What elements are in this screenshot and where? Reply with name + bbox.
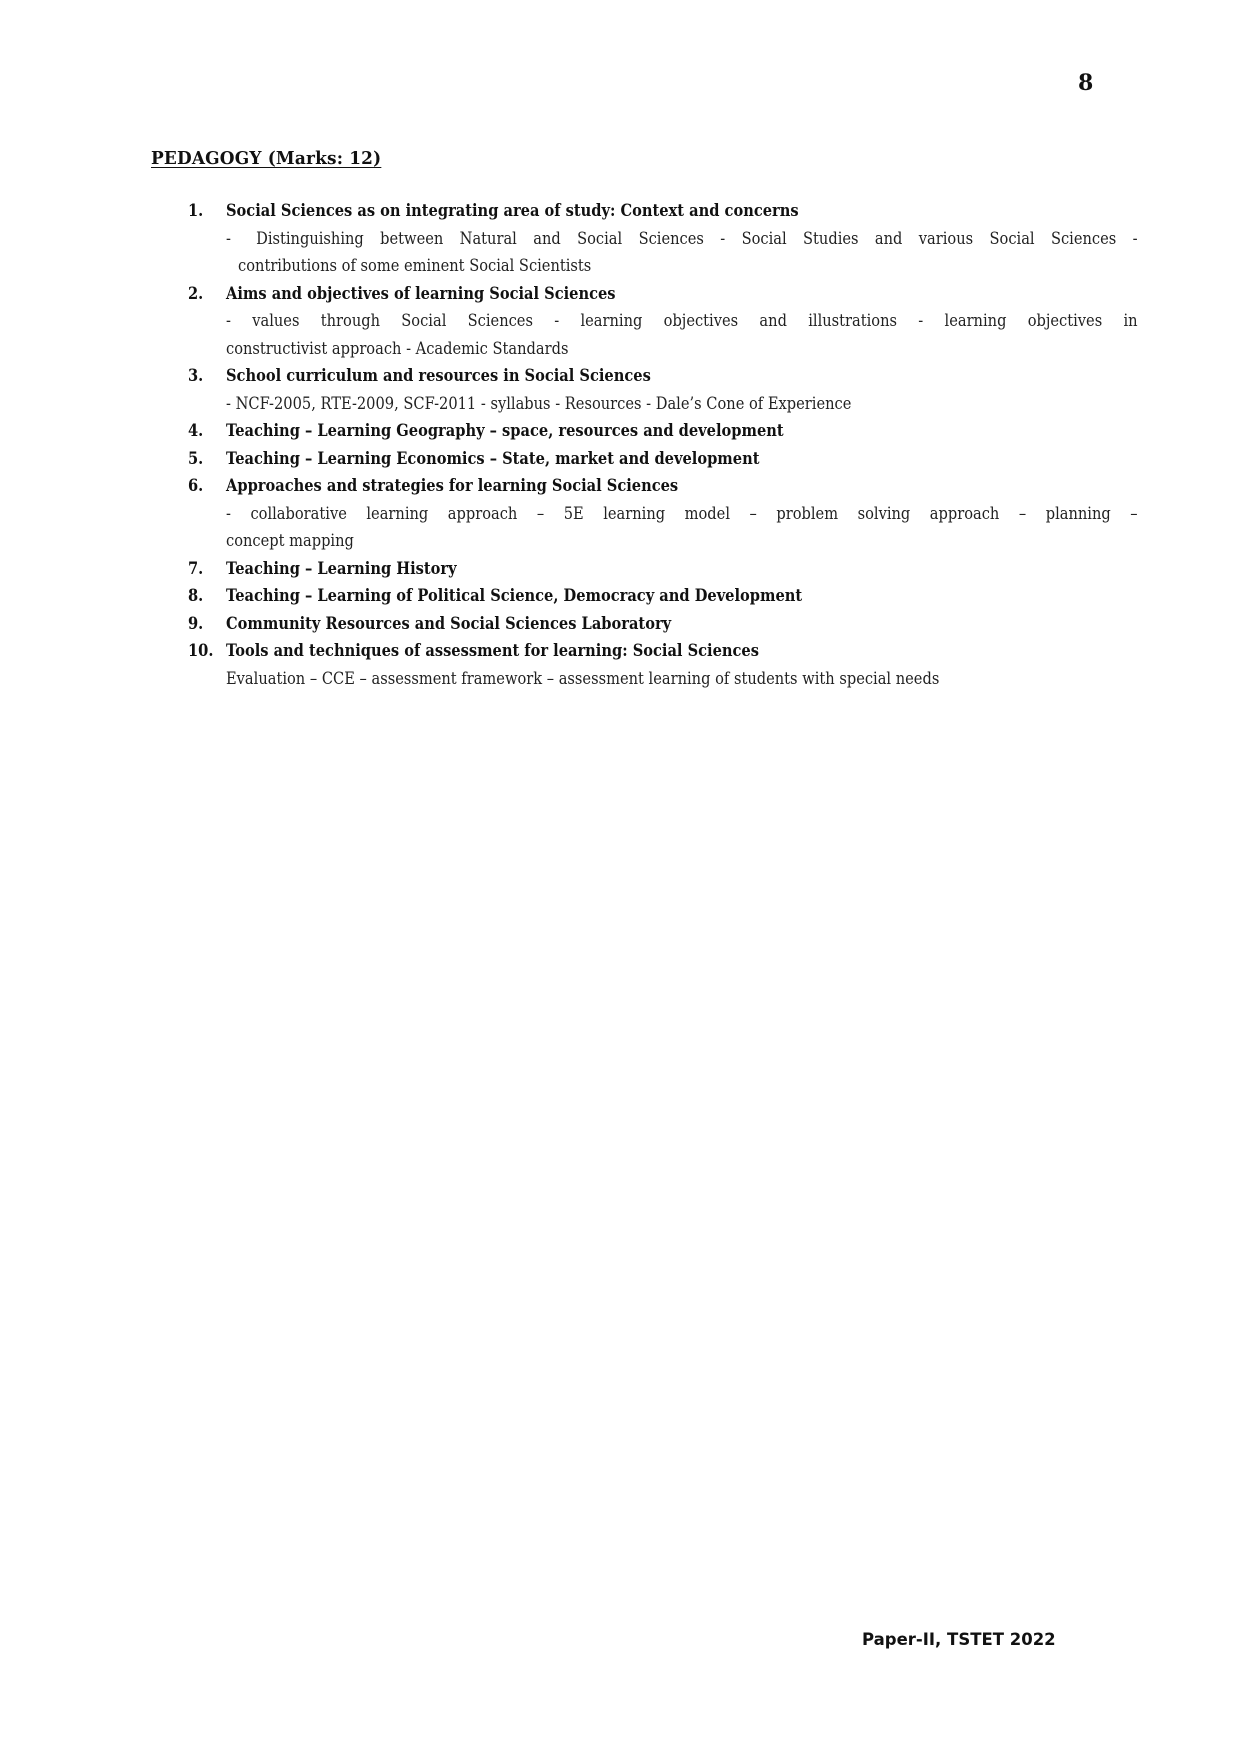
topic-item xyxy=(188,198,1138,281)
topic-list xyxy=(188,198,1138,693)
dash-lead: - xyxy=(226,228,231,249)
topic-number: 5. xyxy=(188,448,204,469)
topic-description: - NCF-2005, RTE-2009, SCF-2011 - syllabus - Resources - Dale’s Cone of Experience xyxy=(226,393,852,414)
topic-item xyxy=(188,556,1100,584)
topic-item xyxy=(188,638,1100,693)
topic-description-line: contributions of some eminent Social Scientists xyxy=(238,256,592,276)
topic-title: Teaching – Learning Economics – State, market and development xyxy=(226,448,760,469)
topic-item xyxy=(188,363,1100,418)
topic-item xyxy=(188,583,1100,611)
topic-description-continued: constructivist approach - Academic Standards xyxy=(226,338,569,359)
topic-title: Tools and techniques of assessment for learning: Social Sciences xyxy=(226,641,759,661)
topic-description: - values through Social Sciences - learning objectives and illustrations - learning objectives in xyxy=(226,311,1138,331)
page-footer: Paper-II, TSTET 2022 xyxy=(862,1630,1056,1649)
topic-item xyxy=(188,611,1100,639)
topic-title: Teaching – Learning Geography – space, resources and development xyxy=(226,421,784,441)
topic-number: 8. xyxy=(188,586,204,606)
topic-description: Evaluation – CCE – assessment framework – assessment learning of students with special needs xyxy=(226,668,940,689)
topic-number: 7. xyxy=(188,558,204,579)
topic-title: Social Sciences as on integrating area of study: Context and concerns xyxy=(226,201,799,221)
topic-description-continued xyxy=(226,253,1138,281)
topic-title: Teaching – Learning History xyxy=(226,558,457,579)
topic-title: Teaching – Learning of Political Science, Democracy and Development xyxy=(226,586,803,606)
topic-item xyxy=(188,281,1138,364)
topic-description: - collaborative learning approach – 5E learning model – problem solving approach – planning – xyxy=(226,503,1138,524)
topic-title: School curriculum and resources in Social Sciences xyxy=(226,366,651,386)
topic-item xyxy=(188,446,1100,474)
topic-title: Community Resources and Social Sciences Laboratory xyxy=(226,613,672,634)
topic-number: 6. xyxy=(188,476,204,496)
topic-item xyxy=(188,473,1138,556)
topic-description-line: Distinguishing between Natural and Social Sciences - Social Studies and various Social Sciences - xyxy=(256,228,1138,249)
topic-number: 10. xyxy=(188,641,214,661)
topic-title: Approaches and strategies for learning Social Sciences xyxy=(226,476,679,496)
topic-number: 2. xyxy=(188,283,204,304)
topic-description-continued: concept mapping xyxy=(226,531,354,551)
topic-number: 9. xyxy=(188,613,204,634)
topic-title: Aims and objectives of learning Social Sciences xyxy=(226,283,616,304)
topic-number: 3. xyxy=(188,366,204,386)
section-title: PEDAGOGY (Marks: 12) xyxy=(151,148,382,169)
topic-item xyxy=(188,418,1100,446)
topic-description xyxy=(226,226,1138,254)
topic-number: 1. xyxy=(188,201,204,221)
topic-number: 4. xyxy=(188,421,204,441)
page-number: 8 xyxy=(1078,70,1094,96)
